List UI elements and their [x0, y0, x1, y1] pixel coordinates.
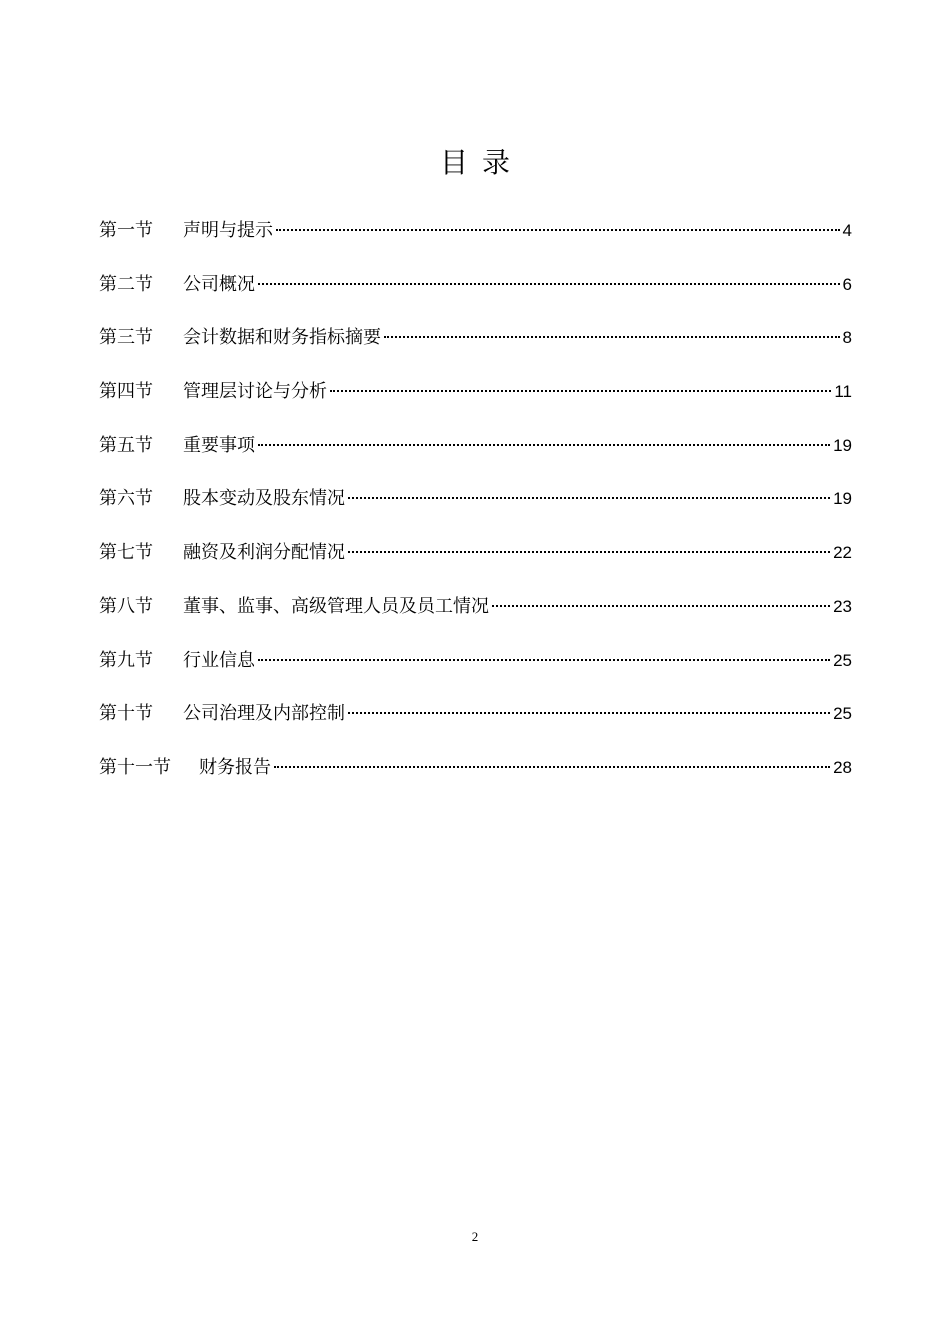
toc-dot-leader: [274, 766, 830, 768]
toc-entry-9[interactable]: [99, 644, 852, 698]
toc-page-number: 23: [833, 596, 852, 616]
toc-section-label: 第八节: [99, 595, 153, 617]
toc-entry-2[interactable]: [99, 268, 852, 322]
toc-page-number: 11: [834, 382, 852, 402]
toc-title: 目录: [439, 146, 524, 179]
toc-section-name: 融资及利润分配情况: [183, 542, 345, 564]
toc-section-name: 管理层讨论与分析: [183, 381, 327, 403]
toc-section-label: 第五节: [99, 434, 153, 456]
toc-section-label: 第四节: [99, 381, 153, 403]
toc-dot-leader: [330, 390, 831, 392]
toc-dot-leader: [258, 659, 830, 661]
toc-section-name: 财务报告: [199, 756, 271, 778]
toc-page-number: 19: [833, 489, 852, 509]
toc-page-number: 6: [842, 274, 852, 294]
toc-entry-3[interactable]: [99, 321, 852, 375]
toc-page-number: 28: [833, 757, 852, 777]
toc-section-label: 第六节: [99, 488, 153, 510]
toc-section-label: 第九节: [99, 649, 153, 671]
toc-section-label: 第十节: [99, 703, 153, 725]
toc-dot-leader: [348, 497, 830, 499]
toc-dot-leader: [258, 444, 830, 446]
toc-section-name: 董事、监事、高级管理人员及员工情况: [183, 595, 489, 617]
toc-section-name: 公司概况: [183, 273, 255, 295]
toc-section-name: 重要事项: [183, 434, 255, 456]
toc-page-number: 25: [833, 650, 852, 670]
page-number: 2: [471, 1229, 479, 1244]
toc-entry-7[interactable]: [99, 536, 852, 590]
toc-section-name: 公司治理及内部控制: [183, 703, 345, 725]
toc-page-number: 25: [833, 704, 852, 724]
toc-section-name: 声明与提示: [183, 220, 273, 241]
toc-entry-11[interactable]: [99, 751, 852, 805]
toc-entry-4[interactable]: [99, 375, 852, 429]
toc-section-label: 第十一节: [99, 756, 171, 778]
toc-section-name: 行业信息: [183, 649, 255, 671]
toc-dot-leader: [276, 229, 840, 231]
toc-page-number: 22: [833, 543, 852, 563]
toc-section-label: 第七节: [99, 542, 153, 564]
toc-section-label: 第二节: [99, 273, 153, 295]
toc-dot-leader: [258, 283, 840, 285]
toc-entry-5[interactable]: [99, 429, 852, 483]
table-of-contents: [99, 214, 852, 805]
toc-dot-leader: [348, 712, 830, 714]
toc-section-name: 股本变动及股东情况: [183, 488, 345, 510]
toc-section-label: 第一节: [99, 220, 153, 241]
toc-dot-leader: [348, 551, 830, 553]
toc-dot-leader: [492, 605, 830, 607]
toc-page-number: 4: [842, 221, 852, 240]
toc-page-number: 8: [842, 328, 852, 348]
toc-entry-1[interactable]: [99, 214, 852, 268]
toc-section-name: 会计数据和财务指标摘要: [183, 327, 381, 349]
toc-dot-leader: [384, 336, 840, 338]
toc-page-number: 19: [833, 435, 852, 455]
toc-entry-10[interactable]: [99, 697, 852, 751]
toc-section-label: 第三节: [99, 327, 153, 349]
toc-entry-8[interactable]: [99, 590, 852, 644]
toc-entry-6[interactable]: [99, 482, 852, 536]
